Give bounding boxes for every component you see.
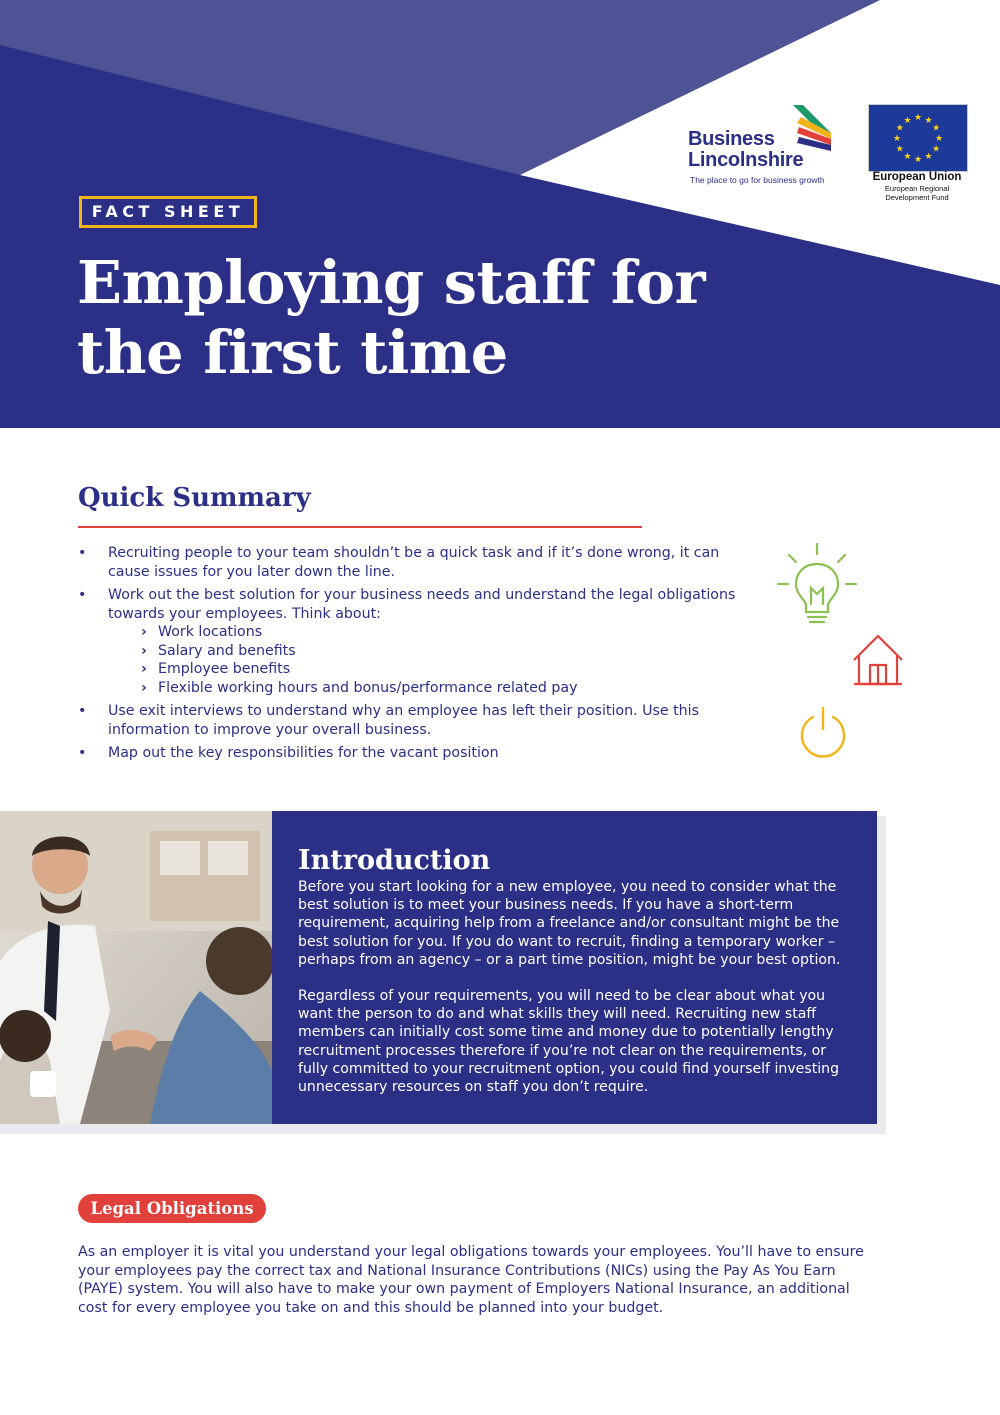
sub-list-item: › Employee benefits	[158, 660, 758, 679]
legal-obligations-text: As an employer it is vital you understand your legal obligations towards your employees. You’ll have to ensure your employees pay the correct tax and National Insurance Contributions (NICs) using the Pay As You Earn (PAYE) system. You will also have to make your own payment of Employers National Insurance, an additional cost for every employee you take on and this should be planned into your budget.	[78, 1244, 864, 1316]
introduction-heading: Introduction	[298, 845, 491, 876]
eu-subtitle: European Regional Development Fund	[884, 184, 950, 202]
sub-list-item: › Work locations	[158, 623, 758, 642]
eu-star-icon: ★	[913, 155, 923, 165]
list-item: • Use exit interviews to understand why an employee has left their position. Use this information to improve your overall business.	[78, 702, 758, 739]
eu-star-icon: ★	[924, 152, 933, 163]
eu-star-icon: ★	[932, 144, 941, 155]
eu-star-icon: ★	[924, 115, 933, 126]
header-banner	[0, 0, 1000, 428]
sub-list	[108, 623, 758, 697]
introduction-paragraph: Before you start looking for a new employee, you need to consider what the best solution is to meet your business needs. If you have a short-term requirement, acquiring help from a freelance and/or consultant might be the best solution for you. If you do want to recruit, finding a temporary worker – perhaps from an agency – or a part time position, might be your best option.	[298, 879, 841, 968]
eu-star-icon: ★	[903, 115, 912, 126]
eu-title: European Union	[872, 171, 962, 183]
eu-star-icon: ★	[934, 134, 944, 144]
introduction-body	[298, 878, 858, 1114]
introduction-card	[0, 811, 877, 1124]
list-item: • Map out the key responsibilities for the vacant position	[78, 744, 758, 763]
eu-star-icon: ★	[913, 113, 923, 123]
summary-divider	[78, 526, 642, 528]
list-item: • Recruiting people to your team shouldn’t be a quick task and if it’s done wrong, it can cause issues for you later down the line.	[78, 544, 758, 581]
quick-summary-heading: Quick Summary	[78, 483, 311, 513]
handshake-photo	[0, 811, 272, 1124]
introduction-paragraph: Regardless of your requirements, you will need to be clear about what you want the person to do and what skills they will need. Recruiting new staff members can initially cost some time and money due to potentially lengthy recruitment processes therefore if you’re not clear on the requirements, or fully committed to your recruitment option, you could find yourself investing unnecessary resources on staff you don’t require.	[298, 988, 840, 1096]
power-icon	[796, 703, 850, 759]
eu-star-icon: ★	[892, 134, 902, 144]
business-lincolnshire-name: Business Lincolnshire	[688, 128, 804, 171]
page-title: Employing staff for the first time	[77, 248, 706, 387]
sub-list-item: › Salary and benefits	[158, 642, 758, 661]
business-lincolnshire-tagline: The place to go for business growth	[690, 175, 825, 185]
eu-flag-icon	[868, 104, 968, 172]
sub-list-item: › Flexible working hours and bonus/performance related pay	[158, 679, 758, 698]
eu-star-icon: ★	[932, 123, 941, 134]
eu-star-icon: ★	[903, 152, 912, 163]
summary-list	[78, 544, 758, 768]
fact-sheet-badge: FACT SHEET	[79, 196, 257, 228]
lightbulb-icon	[774, 540, 860, 632]
eu-logo	[866, 104, 968, 204]
eu-star-icon: ★	[895, 144, 904, 155]
house-icon	[850, 632, 906, 690]
business-lincolnshire-logo	[688, 103, 838, 193]
eu-star-icon: ★	[895, 123, 904, 134]
legal-obligations-label: Legal Obligations	[78, 1194, 266, 1223]
list-item: • Work out the best solution for your business needs and understand the legal obligations towards your employees. Think about: › Work locations › Salary and benefits › Employee benefits › Flexible working hours and bonus/performance related pay	[78, 586, 758, 697]
